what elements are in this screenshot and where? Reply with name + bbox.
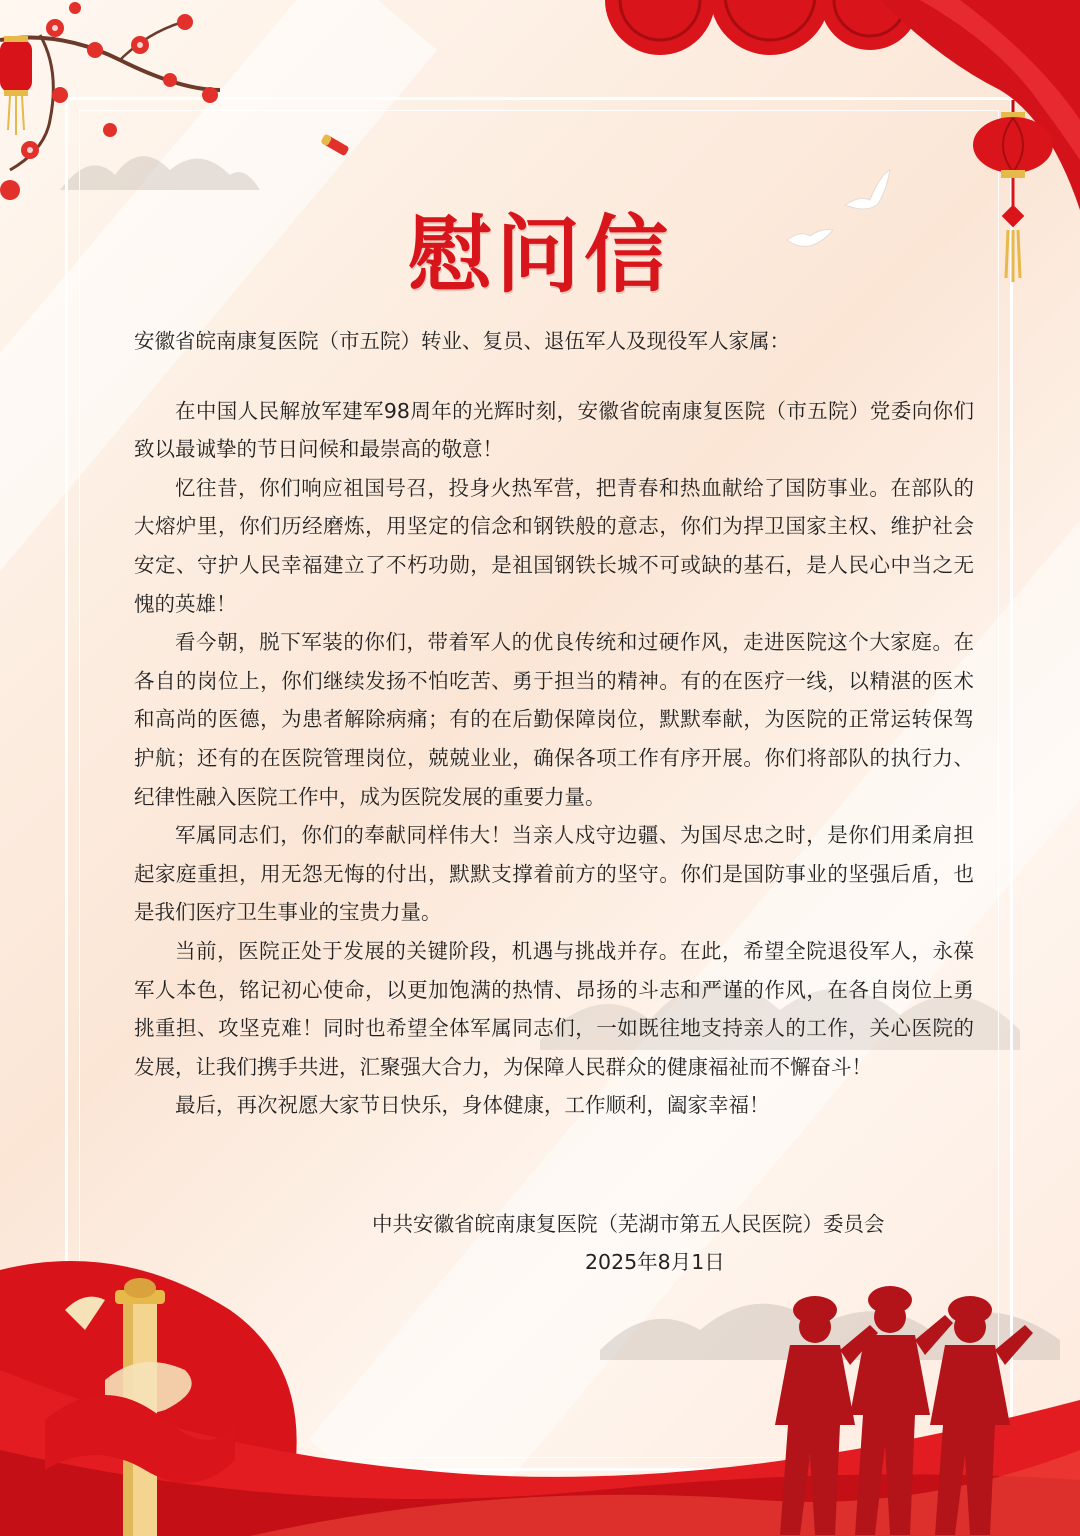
- letter-body: [134, 322, 974, 1125]
- paragraph: 看今朝，脱下军装的你们，带着军人的优良传统和过硬作风，走进医院这个大家庭。在各自的岗位上，你们继续发扬不怕吃苦、勇于担当的精神。有的在医疗一线，以精湛的医术和高尚的医德，为患者解除病痛；有的在后勤保障岗位，默默奉献，为医院的正常运转保驾护航；还有的在医院管理岗位，兢兢业业，确保各项工作有序开展。你们将部队的执行力、纪律性融入医院工作中，成为医院发展的重要力量。: [134, 630, 974, 809]
- signature-date: 2025年8月1日: [585, 1250, 725, 1274]
- paragraph: 军属同志们，你们的奉献同样伟大！当亲人戍守边疆、为国尽忠之时，是你们用柔肩担起家庭重担，用无怨无悔的付出，默默支撑着前方的坚守。你们是国防事业的坚强后盾，也是我们医疗卫生事业的宝贵力量。: [134, 823, 974, 925]
- letter-title: 慰问信: [407, 205, 672, 304]
- red-fan-flowers-decoration: [600, 0, 920, 70]
- salutation: 安徽省皖南康复医院（市五院）转业、复员、退伍军人及现役军人家属：: [134, 329, 790, 353]
- scroll-decoration: [318, 132, 358, 162]
- paragraph: 在中国人民解放军建军98周年的光辉时刻，安徽省皖南康复医院（市五院）党委向你们致以最诚挚的节日问候和最崇高的敬意！: [134, 398, 974, 462]
- soldiers-silhouette-decoration: [760, 1285, 1040, 1536]
- signature-organization: 中共安徽省皖南康复医院（芜湖市第五人民医院）委员会: [372, 1212, 885, 1236]
- paragraph: 最后，再次祝愿大家节日快乐，身体健康，工作顺利，阖家幸福！: [175, 1093, 770, 1118]
- huabiao-pillar-decoration: [45, 1270, 235, 1536]
- plum-blossom-branch-decoration: [0, 0, 230, 220]
- paragraph: 当前，医院正处于发展的关键阶段，机遇与挑战并存。在此，希望全院退役军人，永葆军人本色，铭记初心使命，以更加饱满的热情、昂扬的斗志和严谨的作风，在各自岗位上勇挑重担、攻坚克难！同时也希望全体军属同志们，一如既往地支持亲人的工作，关心医院的发展，让我们携手共进，汇聚强大合力，为保障人民群众的健康福祉而不懈奋斗！: [134, 938, 974, 1079]
- paragraph: 忆往昔，你们响应祖国号召，投身火热军营，把青春和热血献给了国防事业。在部队的大熔炉里，你们历经磨炼，用坚定的信念和钢铁般的意志，你们为捍卫国家主权、维护社会安定、守护人民幸福建立了不朽功勋，是祖国钢铁长城不可或缺的基石，是人民心中当之无愧的英雄！: [134, 475, 974, 616]
